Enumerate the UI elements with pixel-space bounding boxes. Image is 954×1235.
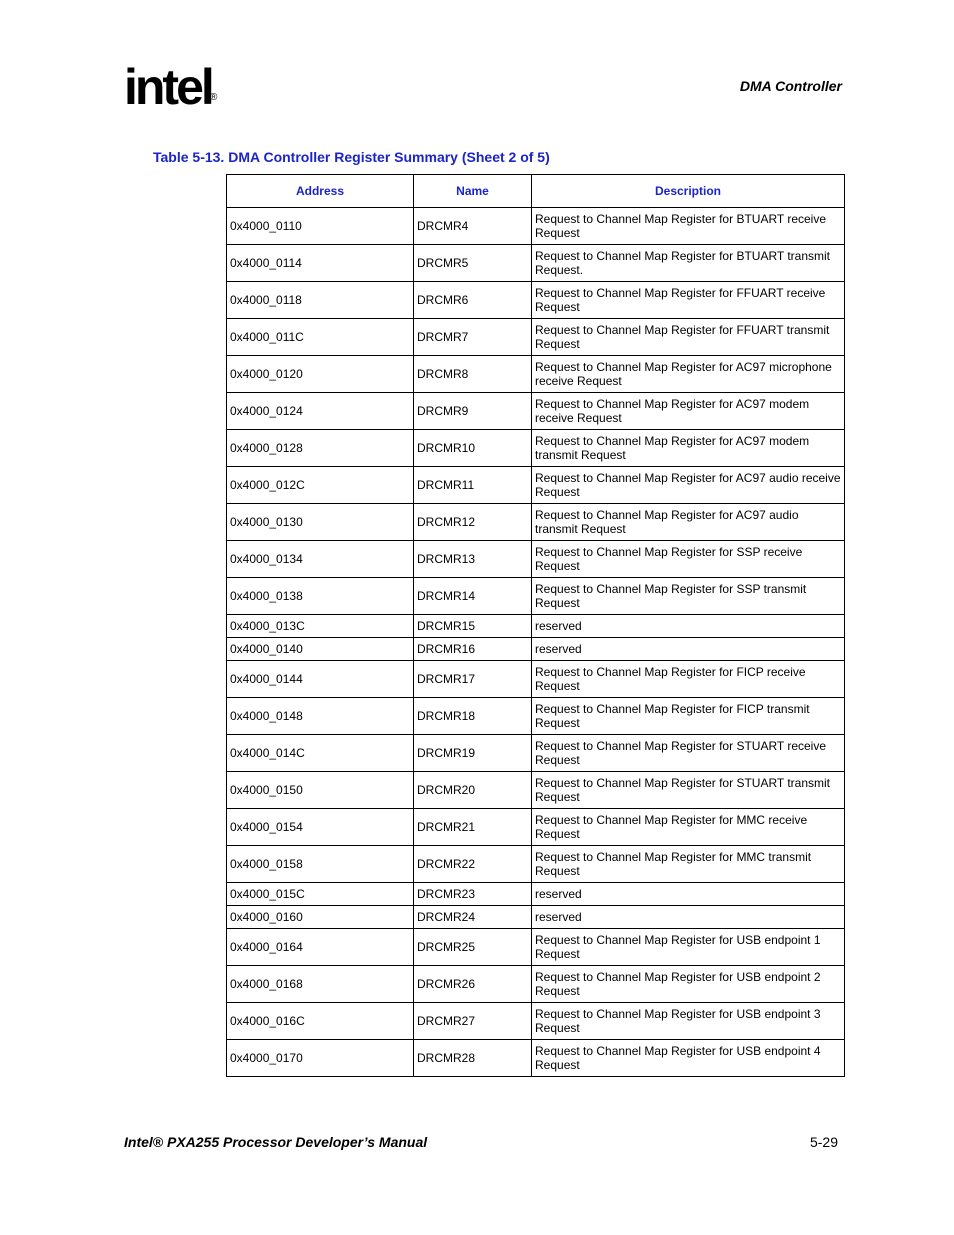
name-cell: DRCMR15 <box>414 615 532 638</box>
address-cell: 0x4000_016C <box>227 1003 414 1040</box>
table-row <box>227 929 845 966</box>
address-cell: 0x4000_0150 <box>227 772 414 809</box>
name-cell: DRCMR7 <box>414 319 532 356</box>
address-cell: 0x4000_012C <box>227 467 414 504</box>
description-cell: Request to Channel Map Register for AC97 microphone receive Request <box>532 356 845 393</box>
address-cell: 0x4000_0124 <box>227 393 414 430</box>
description-cell: reserved <box>532 615 845 638</box>
name-cell: DRCMR22 <box>414 846 532 883</box>
table-row <box>227 966 845 1003</box>
address-cell: 0x4000_0144 <box>227 661 414 698</box>
name-cell: DRCMR16 <box>414 638 532 661</box>
description-cell: Request to Channel Map Register for USB endpoint 2 Request <box>532 966 845 1003</box>
address-cell: 0x4000_0164 <box>227 929 414 966</box>
address-cell: 0x4000_015C <box>227 883 414 906</box>
address-cell: 0x4000_0140 <box>227 638 414 661</box>
name-cell: DRCMR6 <box>414 282 532 319</box>
table-row <box>227 638 845 661</box>
column-header-description: Description <box>532 175 845 208</box>
address-cell: 0x4000_0128 <box>227 430 414 467</box>
name-cell: DRCMR21 <box>414 809 532 846</box>
footer-manual-title: Intel® PXA255 Processor Developer’s Manual <box>124 1134 428 1150</box>
description-cell: Request to Channel Map Register for MMC receive Request <box>532 809 845 846</box>
description-cell: Request to Channel Map Register for USB endpoint 4 Request <box>532 1040 845 1077</box>
description-cell: Request to Channel Map Register for USB endpoint 3 Request <box>532 1003 845 1040</box>
description-cell: Request to Channel Map Register for FICP receive Request <box>532 661 845 698</box>
description-cell: Request to Channel Map Register for AC97 audio transmit Request <box>532 504 845 541</box>
table-row <box>227 615 845 638</box>
address-cell: 0x4000_0130 <box>227 504 414 541</box>
name-cell: DRCMR25 <box>414 929 532 966</box>
address-cell: 0x4000_0170 <box>227 1040 414 1077</box>
name-cell: DRCMR8 <box>414 356 532 393</box>
description-cell: Request to Channel Map Register for SSP receive Request <box>532 541 845 578</box>
description-cell: Request to Channel Map Register for STUART transmit Request <box>532 772 845 809</box>
name-cell: DRCMR10 <box>414 430 532 467</box>
register-summary-table <box>226 174 845 1077</box>
description-cell: reserved <box>532 906 845 929</box>
description-cell: Request to Channel Map Register for FICP transmit Request <box>532 698 845 735</box>
name-cell: DRCMR14 <box>414 578 532 615</box>
address-cell: 0x4000_0134 <box>227 541 414 578</box>
address-cell: 0x4000_0110 <box>227 208 414 245</box>
table-row <box>227 430 845 467</box>
address-cell: 0x4000_0154 <box>227 809 414 846</box>
name-cell: DRCMR26 <box>414 966 532 1003</box>
description-cell: reserved <box>532 883 845 906</box>
table-row <box>227 735 845 772</box>
table-row <box>227 809 845 846</box>
name-cell: DRCMR19 <box>414 735 532 772</box>
name-cell: DRCMR11 <box>414 467 532 504</box>
name-cell: DRCMR18 <box>414 698 532 735</box>
address-cell: 0x4000_0168 <box>227 966 414 1003</box>
description-cell: Request to Channel Map Register for BTUART receive Request <box>532 208 845 245</box>
address-cell: 0x4000_013C <box>227 615 414 638</box>
table-row <box>227 541 845 578</box>
intel-logo-wordmark: intel <box>124 59 212 115</box>
description-cell: Request to Channel Map Register for SSP transmit Request <box>532 578 845 615</box>
description-cell: reserved <box>532 638 845 661</box>
intel-logo <box>124 59 224 118</box>
description-cell: Request to Channel Map Register for AC97 audio receive Request <box>532 467 845 504</box>
name-cell: DRCMR28 <box>414 1040 532 1077</box>
table-row <box>227 772 845 809</box>
table-row <box>227 1003 845 1040</box>
description-cell: Request to Channel Map Register for USB endpoint 1 Request <box>532 929 845 966</box>
name-cell: DRCMR12 <box>414 504 532 541</box>
table-row <box>227 356 845 393</box>
table-row <box>227 208 845 245</box>
footer-page-number: 5-29 <box>809 1134 838 1150</box>
description-cell: Request to Channel Map Register for BTUART transmit Request. <box>532 245 845 282</box>
table-row <box>227 282 845 319</box>
address-cell: 0x4000_0148 <box>227 698 414 735</box>
registered-mark: ® <box>210 92 218 103</box>
section-title: DMA Controller <box>739 78 842 94</box>
table-row <box>227 319 845 356</box>
name-cell: DRCMR5 <box>414 245 532 282</box>
address-cell: 0x4000_0160 <box>227 906 414 929</box>
description-cell: Request to Channel Map Register for AC97 modem transmit Request <box>532 430 845 467</box>
table-row <box>227 883 845 906</box>
table-row <box>227 846 845 883</box>
column-header-name: Name <box>414 175 532 208</box>
column-header-address: Address <box>227 175 414 208</box>
address-cell: 0x4000_011C <box>227 319 414 356</box>
name-cell: DRCMR17 <box>414 661 532 698</box>
address-cell: 0x4000_0138 <box>227 578 414 615</box>
name-cell: DRCMR27 <box>414 1003 532 1040</box>
name-cell: DRCMR20 <box>414 772 532 809</box>
table-caption: Table 5-13. DMA Controller Register Summary (Sheet 2 of 5) <box>153 149 550 165</box>
table-row <box>227 504 845 541</box>
table-row <box>227 467 845 504</box>
table-row <box>227 1040 845 1077</box>
description-cell: Request to Channel Map Register for FFUART receive Request <box>532 282 845 319</box>
description-cell: Request to Channel Map Register for AC97 modem receive Request <box>532 393 845 430</box>
address-cell: 0x4000_014C <box>227 735 414 772</box>
table-row <box>227 906 845 929</box>
table-row <box>227 661 845 698</box>
table-row <box>227 393 845 430</box>
name-cell: DRCMR24 <box>414 906 532 929</box>
address-cell: 0x4000_0114 <box>227 245 414 282</box>
table-row <box>227 245 845 282</box>
name-cell: DRCMR13 <box>414 541 532 578</box>
name-cell: DRCMR9 <box>414 393 532 430</box>
description-cell: Request to Channel Map Register for FFUART transmit Request <box>532 319 845 356</box>
name-cell: DRCMR23 <box>414 883 532 906</box>
address-cell: 0x4000_0120 <box>227 356 414 393</box>
description-cell: Request to Channel Map Register for MMC transmit Request <box>532 846 845 883</box>
table-body <box>227 208 845 1077</box>
address-cell: 0x4000_0158 <box>227 846 414 883</box>
description-cell: Request to Channel Map Register for STUART receive Request <box>532 735 845 772</box>
table-row <box>227 698 845 735</box>
table-header-row <box>227 175 845 208</box>
address-cell: 0x4000_0118 <box>227 282 414 319</box>
table-row <box>227 578 845 615</box>
name-cell: DRCMR4 <box>414 208 532 245</box>
